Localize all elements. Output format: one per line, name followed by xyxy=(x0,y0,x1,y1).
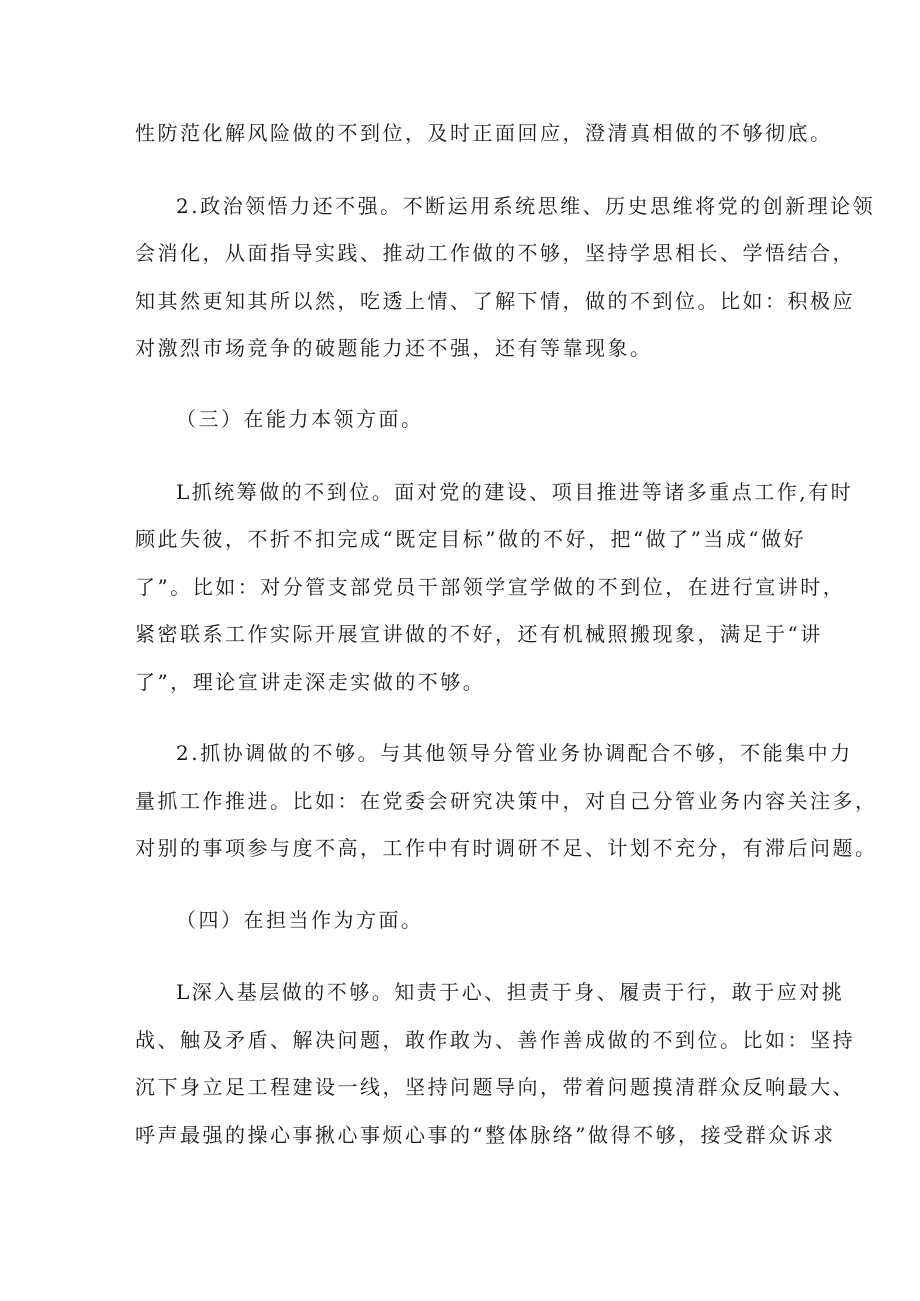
paragraph-line: 了”，理论宣讲走深走实做的不够。 xyxy=(135,670,486,694)
section-heading: （四）在担当作为方面。 xyxy=(176,908,424,932)
paragraph-line: 了”。比如：对分管支部党员干部领学宣学做的不到位，在进行宣讲时， xyxy=(135,575,846,599)
paragraph-line: 紧密联系工作实际开展宣讲做的不好，还有机械照搬现象，满足于“讲 xyxy=(135,622,823,646)
paragraph-line: L抓统筹做的不到位。面对党的建设、项目推进等诸多重点工作,有时 xyxy=(176,480,854,504)
section-heading: （三）在能力本领方面。 xyxy=(176,407,424,431)
paragraph-line: 2.政治领悟力还不强。不断运用系统思维、历史思维将党的创新理论领 xyxy=(176,194,876,218)
paragraph-line: 沉下身立足工程建设一线，坚持问题导向，带着问题摸清群众反响最大、 xyxy=(135,1075,855,1099)
paragraph-line: 会消化，从面指导实践、推动工作做的不够，坚持学思相长、学悟结合， xyxy=(135,241,855,265)
paragraph-line: 2.抓协调做的不够。与其他领导分管业务协调配合不够，不能集中力 xyxy=(176,741,853,765)
paragraph-line: 知其然更知其所以然，吃透上情、了解下情，做的不到位。比如：积极应 xyxy=(135,289,855,313)
paragraph-line: L深入基层做的不够。知责于心、担责于身、履责于行，敢于应对挑 xyxy=(176,980,845,1004)
paragraph-line: 对别的事项参与度不高，工作中有时调研不足、计划不充分，有滞后问题。 xyxy=(135,836,878,860)
paragraph-line: 顾此失彼，不折不扣完成“既定目标”做的不好，把“做了”当成“做好 xyxy=(135,527,807,551)
paragraph-line: 战、触及矛盾、解决问题，敢作敢为、善作善成做的不到位。比如：坚持 xyxy=(135,1028,855,1052)
paragraph-line: 对激烈市场竞争的破题能力还不强，还有等靠现象。 xyxy=(135,336,653,360)
paragraph-line: 性防范化解风险做的不到位，及时正面回应，澄清真相做的不够彻底。 xyxy=(135,121,833,145)
paragraph-line: 量抓工作推进。比如：在党委会研究决策中，对自己分管业务内容关注多， xyxy=(135,789,878,813)
paragraph-line: 呼声最强的操心事揪心事烦心事的“整体脉络”做得不够，接受群众诉求 xyxy=(135,1123,836,1147)
